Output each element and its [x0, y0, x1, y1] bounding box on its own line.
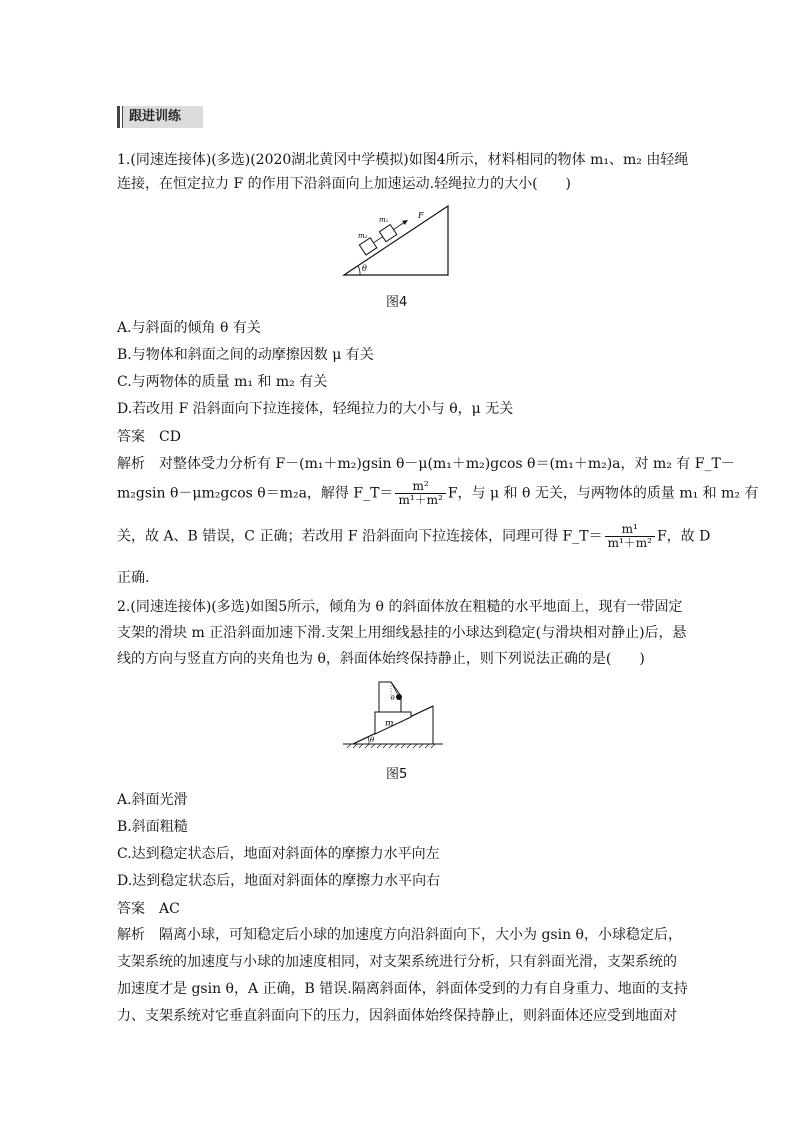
q1-analysis-line3: 关，故 A、B 错误，C 正确；若改用 F 沿斜面向下拉连接体，同理可得 F_T＝ $\frac{\text{m¹}}{\text{m¹＋m²}}$ F，故 D [117, 522, 711, 550]
q2-option-c: C.达到稳定状态后，地面对斜面体的摩擦力水平向左 [117, 846, 440, 862]
q2-stem-line1: 2.(同速连接体)(多选)如图5所示，倾角为 θ 的斜面体放在粗糙的水平地面上，现有一带固定 [117, 599, 683, 615]
theta2-label: θ [391, 695, 395, 702]
q1-answer-row [117, 427, 181, 447]
string [391, 682, 398, 695]
q1-analysis-line4: 正确. [117, 570, 150, 586]
answer-label: 答案 [117, 901, 145, 917]
theta-label: θ [370, 736, 375, 744]
m2-label: m₂ [358, 232, 368, 240]
q2-analysis-line3: 加速度才是 gsin θ，A 正确，B 错误.隔离斜面体，斜面体受到的力有自身重力、地面的支持 [117, 981, 688, 997]
answer-label: 答案 [117, 429, 145, 445]
block-m2 [359, 238, 376, 255]
figure-5-caption: 图5 [386, 767, 408, 782]
block-m1 [379, 225, 396, 242]
q2-analysis-line2: 支架系统的加速度与小球的加速度相同，对支架系统进行分析，只有斜面光滑，支架系统的 [117, 954, 677, 970]
figure-4-caption: 图4 [386, 295, 408, 310]
m1-label: m₁ [379, 216, 389, 224]
q1-stem-line2: 连接，在恒定拉力 F 的作用下沿斜面向上加速运动.轻绳拉力的大小( ) [117, 176, 571, 192]
fraction: $\frac{\text{m²}}{\text{m¹＋m²}}$ [395, 480, 445, 507]
q2-option-d: D.达到稳定状态后，地面对斜面体的摩擦力水平向右 [117, 873, 441, 889]
q1-option-c: C.与两物体的质量 m₁ 和 m₂ 有关 [117, 374, 328, 390]
q1-option-d: D.若改用 F 沿斜面向下拉连接体，轻绳拉力的大小与 θ，μ 无关 [117, 401, 514, 417]
q2-option-b: B.斜面粗糙 [117, 819, 188, 835]
q1-stem-line1: 1.(同速连接体)(多选)(2020湖北黄冈中学模拟)如图4所示，材料相同的物体 m₁、m₂ 由轻绳 [117, 152, 689, 168]
q2-analysis-line4: 力、支架系统对它垂直斜面向下的压力，因斜面体始终保持静止，则斜面体还应受到地面对 [117, 1008, 677, 1024]
answer-value: AC [159, 901, 180, 917]
analysis-label: 解析 [117, 456, 145, 472]
analysis-label: 解析 [117, 927, 145, 943]
q1-analysis-line1: 解析 对整体受力分析有 F－(m₁＋m₂)gsin θ－μ(m₁＋m₂)gcos θ＝(m₁＋m₂)a，对 m₂ 有 F_T－ [117, 456, 735, 472]
m-label: m [385, 719, 394, 729]
figure-5-incline-diagram [343, 676, 443, 752]
q2-stem-line3: 线的方向与竖直方向的夹角也为 θ，斜面体始终保持静止，则下列说法正确的是( ) [117, 651, 645, 667]
incline-triangle [344, 206, 448, 275]
q1-option-a: A.与斜面的倾角 θ 有关 [117, 320, 261, 336]
q1-analysis-line2: m₂gsin θ－μm₂gcos θ＝m₂a，解得 F_T＝ $\frac{\text{m²}}{\text{m¹＋m²}}$ F，与 μ 和 θ 无关，与两物体的质量 m₁ 和 m₂ 有 [117, 479, 759, 507]
section-tag: 跟进训练 [117, 106, 203, 128]
q1-option-b: B.与物体和斜面之间的动摩擦因数 μ 有关 [117, 347, 374, 363]
q2-option-a: A.斜面光滑 [117, 792, 188, 808]
rope [374, 237, 383, 243]
small-ball [396, 694, 402, 700]
answer-value: CD [159, 429, 181, 445]
figure-4-incline-diagram [336, 200, 456, 280]
theta-label: θ [362, 264, 367, 273]
q2-stem-line2: 支架的滑块 m 正沿斜面加速下滑.支架上用细线悬挂的小球达到稳定(与滑块相对静止)后，悬 [117, 625, 687, 641]
q2-answer-row [117, 899, 180, 919]
fraction: $\frac{\text{m¹}}{\text{m¹＋m²}}$ [605, 523, 655, 550]
force-label: F [418, 211, 424, 220]
q2-analysis-line1: 解析 隔离小球，可知稳定后小球的加速度方向沿斜面向下，大小为 gsin θ，小球稳定后， [117, 927, 682, 943]
